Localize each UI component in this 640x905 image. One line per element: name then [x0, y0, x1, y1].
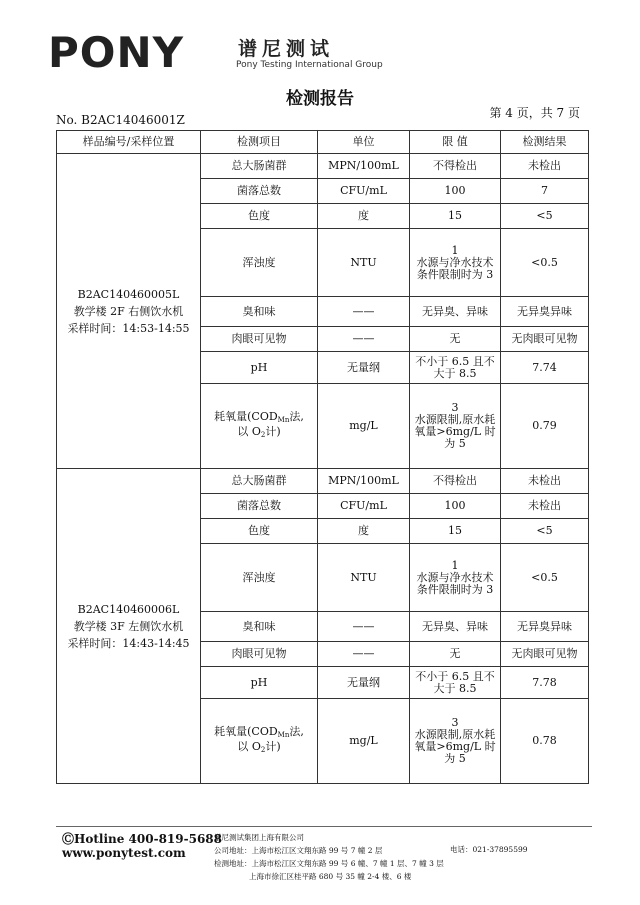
website-link[interactable]: www.ponytest.com [62, 846, 186, 860]
sample-location: 教学楼 2F 右侧饮水机 [73, 304, 184, 318]
table-row [57, 154, 589, 179]
results-table [56, 130, 589, 784]
item-cell: 臭和味 [201, 612, 318, 642]
item-cell: 肉眼可见物 [201, 327, 318, 352]
result-cell: 无肉眼可见物 [501, 327, 589, 352]
result-cell: 未检出 [501, 494, 589, 519]
unit-cell: —— [318, 327, 410, 352]
item-cell: 总大肠菌群 [201, 469, 318, 494]
header-limit: 限 值 [410, 131, 501, 154]
unit-cell: NTU [318, 544, 410, 612]
limit-cell: 100 [410, 494, 501, 519]
result-cell: <5 [501, 204, 589, 229]
result-cell: 0.79 [501, 384, 589, 469]
unit-cell: CFU/mL [318, 494, 410, 519]
sample-id: B2AC140460005L [77, 287, 180, 301]
logo-english-name: Pony Testing International Group [236, 60, 383, 70]
unit-cell: 无量纲 [318, 352, 410, 384]
unit-cell: 无量纲 [318, 667, 410, 699]
report-number: No. B2AC14046001Z [56, 113, 185, 127]
unit-cell: MPN/100mL [318, 469, 410, 494]
result-cell: 0.78 [501, 699, 589, 784]
item-cell: 浑浊度 [201, 229, 318, 297]
item-cell: 臭和味 [201, 297, 318, 327]
limit-cell: 无 [410, 642, 501, 667]
unit-cell: —— [318, 297, 410, 327]
limit-cell: 1 水源与净水技术条件限制时为 3 [410, 544, 501, 612]
sampling-time: 采样时间：14:43-14:45 [67, 636, 190, 650]
result-cell: <5 [501, 519, 589, 544]
unit-cell: —— [318, 612, 410, 642]
unit-cell: NTU [318, 229, 410, 297]
report-title: 检测报告 [286, 89, 354, 109]
unit-cell: mg/L [318, 699, 410, 784]
header-item: 检测项目 [201, 131, 318, 154]
result-cell: 未检出 [501, 469, 589, 494]
limit-cell: 不得检出 [410, 469, 501, 494]
unit-cell: 度 [318, 519, 410, 544]
page-info: 第 4 页，共 7 页 [489, 106, 580, 120]
result-cell: <0.5 [501, 544, 589, 612]
sampling-time: 采样时间：14:53-14:55 [67, 321, 190, 335]
unit-cell: CFU/mL [318, 179, 410, 204]
unit-cell: —— [318, 642, 410, 667]
limit-cell: 无异臭、异味 [410, 612, 501, 642]
company-name: 谱尼测试集团上海有限公司 [214, 833, 304, 842]
result-cell: 无异臭异味 [501, 297, 589, 327]
header-unit: 单位 [318, 131, 410, 154]
header-sample: 样品编号/采样位置 [57, 131, 201, 154]
result-cell: 7 [501, 179, 589, 204]
item-cell: 耗氧量($COD_{Mn}$法, 以 $O_2$计) [201, 384, 318, 469]
sample-cell [57, 469, 201, 784]
sample-cell [57, 154, 201, 469]
limit-cell: 不得检出 [410, 154, 501, 179]
item-cell: 色度 [201, 519, 318, 544]
item-cell: 浑浊度 [201, 544, 318, 612]
lab-address: 检测地址：上海市松江区文翔东路 99 号 6 幢、7 幢 1 层、7 幢 3 层 [214, 859, 444, 868]
limit-cell: 3 水源限制,原水耗氧量>6mg/L 时为 5 [410, 384, 501, 469]
item-cell: 菌落总数 [201, 494, 318, 519]
unit-cell: MPN/100mL [318, 154, 410, 179]
unit-cell: mg/L [318, 384, 410, 469]
result-cell: 未检出 [501, 154, 589, 179]
item-cell: 色度 [201, 204, 318, 229]
result-cell: 7.78 [501, 667, 589, 699]
limit-cell: 不小于 6.5 且不大于 8.5 [410, 352, 501, 384]
sample-location: 教学楼 3F 左侧饮水机 [73, 619, 184, 633]
limit-cell: 3 水源限制,原水耗氧量>6mg/L 时为 5 [410, 699, 501, 784]
company-info [214, 831, 444, 883]
logo-chinese-name: 谱尼测试 [238, 38, 335, 60]
item-cell: 总大肠菌群 [201, 154, 318, 179]
item-cell: pH [201, 352, 318, 384]
result-cell: 7.74 [501, 352, 589, 384]
limit-cell: 1 水源与净水技术条件限制时为 3 [410, 229, 501, 297]
limit-cell: 无异臭、异味 [410, 297, 501, 327]
company-address: 公司地址：上海市松江区文翔东路 99 号 7 幢 2 层 [214, 846, 383, 855]
result-cell: <0.5 [501, 229, 589, 297]
limit-cell: 15 [410, 519, 501, 544]
result-cell: 无异臭异味 [501, 612, 589, 642]
limit-cell: 无 [410, 327, 501, 352]
limit-cell: 不小于 6.5 且不大于 8.5 [410, 667, 501, 699]
item-cell: pH [201, 667, 318, 699]
phone-number: 电话：021-37895599 [450, 845, 528, 854]
sample-id: B2AC140460006L [77, 602, 180, 616]
limit-cell: 15 [410, 204, 501, 229]
item-cell: 菌落总数 [201, 179, 318, 204]
header-result: 检测结果 [501, 131, 589, 154]
table-row [57, 469, 589, 494]
item-cell: 肉眼可见物 [201, 642, 318, 667]
result-cell: 无肉眼可见物 [501, 642, 589, 667]
limit-cell: 100 [410, 179, 501, 204]
item-cell: 耗氧量($COD_{Mn}$法, 以 $O_2$计) [201, 699, 318, 784]
footer-divider [56, 826, 592, 827]
table-header-row [57, 131, 589, 154]
hotline: ⒸHotline 400-819-5688 [62, 832, 222, 846]
logo-wordmark: PONY [48, 28, 185, 77]
unit-cell: 度 [318, 204, 410, 229]
lab-address-2: 上海市徐汇区桂平路 680 号 35 幢 2-4 楼、6 楼 [249, 872, 412, 881]
